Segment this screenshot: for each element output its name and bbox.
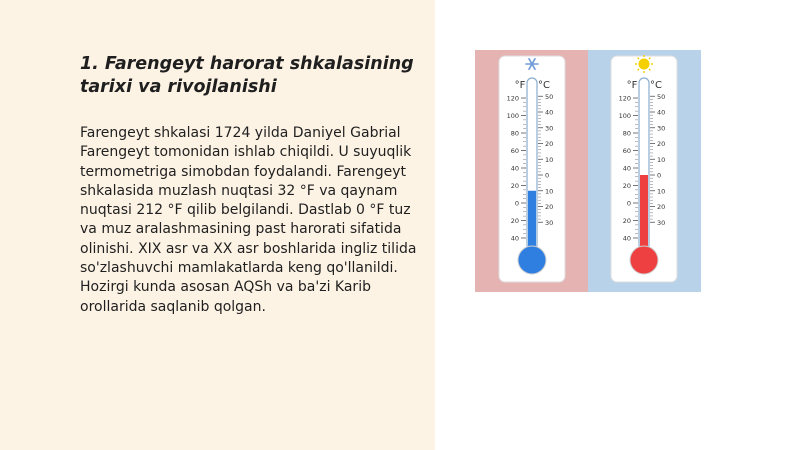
thermometer-bulb bbox=[518, 246, 546, 274]
celsius-tick-label: 20 bbox=[657, 140, 666, 148]
fahrenheit-tick-label: 80 bbox=[510, 129, 519, 138]
fahrenheit-tick-label: 80 bbox=[622, 129, 631, 138]
celsius-tick-label: 0 bbox=[545, 171, 550, 180]
celsius-tick-label: 50 bbox=[657, 92, 666, 101]
fahrenheit-tick-label: 20 bbox=[510, 182, 519, 190]
fahrenheit-tick-label: 0 bbox=[626, 199, 631, 208]
fahrenheit-tick-label: 120 bbox=[618, 94, 631, 103]
celsius-tick-label: 40 bbox=[545, 108, 554, 117]
celsius-tick-label: 20 bbox=[545, 140, 554, 148]
celsius-tick-label: 30 bbox=[545, 218, 554, 227]
celsius-tick-label: 10 bbox=[545, 187, 554, 196]
celsius-tick-label: 40 bbox=[657, 108, 666, 117]
unit-celsius-label: °C bbox=[538, 80, 550, 91]
celsius-tick-label: 20 bbox=[657, 203, 666, 211]
fahrenheit-tick-label: 40 bbox=[622, 164, 631, 173]
fahrenheit-tick-label: 40 bbox=[510, 164, 519, 173]
celsius-tick-label: 20 bbox=[545, 203, 554, 211]
celsius-tick-label: 10 bbox=[657, 155, 666, 164]
thermometer-illustration bbox=[475, 50, 701, 292]
celsius-tick-label: 10 bbox=[545, 155, 554, 164]
thermometer-bulb bbox=[630, 246, 658, 274]
celsius-tick-label: 0 bbox=[657, 171, 662, 180]
celsius-tick-label: 50 bbox=[545, 92, 554, 101]
fahrenheit-tick-label: 20 bbox=[510, 217, 519, 225]
celsius-tick-label: 10 bbox=[657, 187, 666, 196]
fahrenheit-tick-label: 40 bbox=[622, 234, 631, 243]
fahrenheit-tick-label: 20 bbox=[622, 182, 631, 190]
slide-title: 1. Farengeyt harorat shkalasining tarixi va rivojlanishi bbox=[80, 54, 414, 97]
celsius-tick-label: 30 bbox=[657, 124, 666, 133]
fahrenheit-tick-label: 60 bbox=[622, 147, 631, 155]
fahrenheit-tick-label: 40 bbox=[510, 234, 519, 243]
slide-body: Farengeyt shkalasi 1724 yilda Daniyel Gabrial Farengeyt tomonidan ishlab chiqildi. U suyuqlik termometriga simobdan foydalandi. Farengeyt shkalasida muzlash nuqtasi 32 °F va qaynam nuqtasi 212 °F qilib belgilandi. Dastlab 0 °F tuz va muz aralashmasining past harorati sifatida olinishi. XIX asr va XX asr boshlarida ingliz tilida so'zlashuvchi mamlakatlarda keng qo'llanildi. Hozirgi kunda asosan AQSh va ba'zi Karib orollarida saqlanib qolgan. bbox=[80, 125, 417, 315]
unit-celsius-label: °C bbox=[650, 80, 662, 91]
unit-fahrenheit-label: °F bbox=[514, 80, 526, 91]
celsius-tick-label: 30 bbox=[657, 218, 666, 227]
unit-fahrenheit-label: °F bbox=[626, 80, 638, 91]
fahrenheit-tick-label: 0 bbox=[514, 199, 519, 208]
fahrenheit-tick-label: 120 bbox=[506, 94, 519, 103]
fahrenheit-tick-label: 100 bbox=[506, 112, 519, 120]
celsius-tick-label: 30 bbox=[545, 124, 554, 133]
thermometer-hot bbox=[611, 55, 677, 282]
fahrenheit-tick-label: 20 bbox=[622, 217, 631, 225]
thermometer-cold bbox=[499, 56, 565, 282]
fahrenheit-tick-label: 60 bbox=[510, 147, 519, 155]
fahrenheit-tick-label: 100 bbox=[618, 112, 631, 120]
